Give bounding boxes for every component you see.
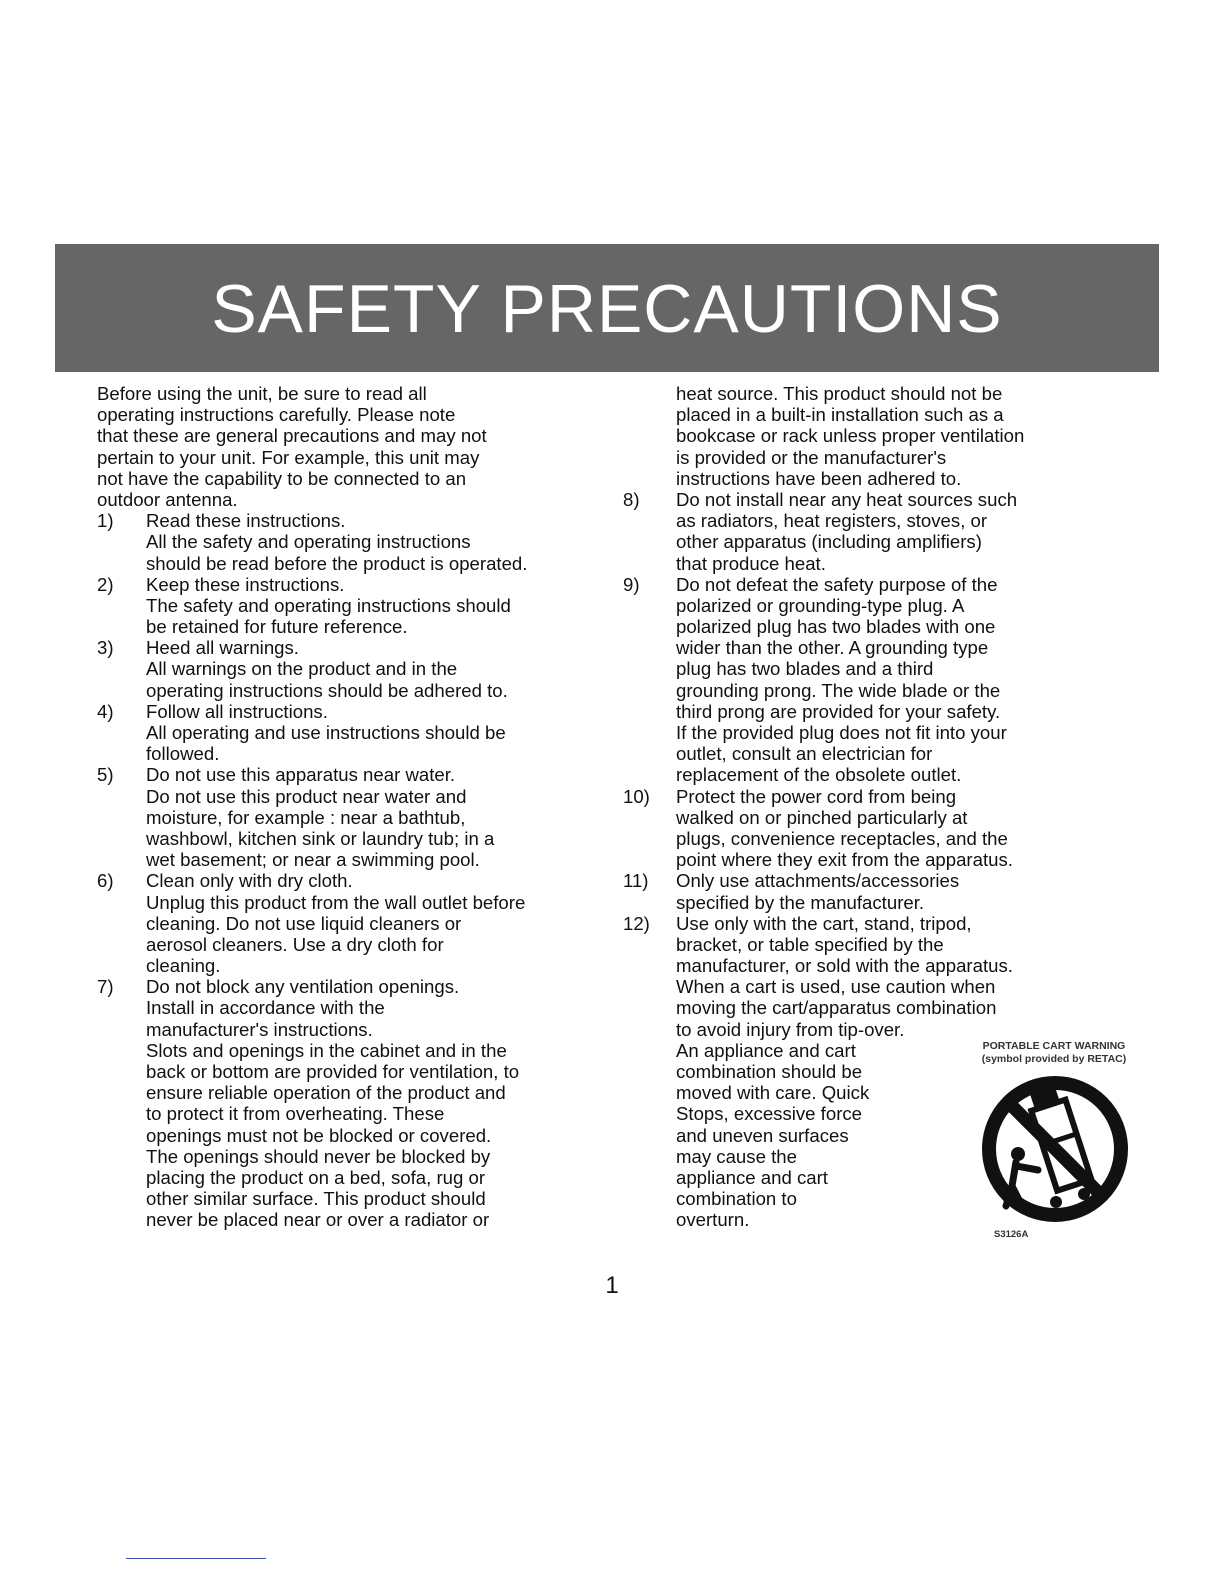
item-number: 2) [97,573,114,595]
item-line: manufacturer's instructions. [146,1018,373,1040]
item-number: 12) [623,912,650,934]
page-title: SAFETY PRECAUTIONS [211,271,1003,347]
precaution-item-7-continued [627,383,1127,489]
item-line: The safety and operating instructions should [146,594,511,616]
item-number: 9) [623,573,640,595]
precaution-item-10 [623,785,1127,871]
intro-line: pertain to your unit. For example, this unit may [97,446,480,468]
item-line: polarized or grounding-type plug. A [676,594,965,616]
title-banner [55,244,1159,372]
intro-paragraph [97,383,607,510]
cart-text-line: combination should be [676,1061,863,1082]
item-line: polarized plug has two blades with one [676,616,996,638]
cart-text-line: Stops, excessive force [676,1103,863,1125]
cart-text-line: may cause the [676,1145,797,1167]
item-number: 5) [97,764,114,786]
item-line: that produce heat. [676,552,826,574]
item-line: Keep these instructions. [146,573,345,595]
item-line: The openings should never be blocked by [146,1145,491,1167]
item-line: operating instructions should be adhered to. [146,679,508,701]
item-line: Install in accordance with the [146,997,385,1019]
item-line: should be read before the product is operated. [146,552,528,574]
intro-line: not have the capability to be connected to an [97,467,467,489]
item-line: Follow all instructions. [146,700,328,722]
item-line: cleaning. Do not use liquid cleaners or [146,912,462,934]
cart-text-line: appliance and cart [676,1166,828,1188]
right-column [623,383,1127,1240]
intro-line: outdoor antenna. [97,488,238,510]
cart-warning-figure [974,1038,1134,1238]
item-line: replacement of the obsolete outlet. [676,764,962,786]
item-line: All operating and use instructions should be [146,722,506,743]
intro-line: Before using the unit, be sure to read all [97,383,427,404]
item-line: ensure reliable operation of the product and [146,1082,506,1104]
cart-text-line: An appliance and cart [676,1039,856,1061]
item-line: aerosol cleaners. Use a dry cloth for [146,933,444,955]
item-line: When a cart is used, use caution when [676,976,996,998]
item-line: washbowl, kitchen sink or laundry tub; in a [146,827,495,849]
item-number: 8) [623,488,640,510]
cart-warning-block [676,1039,1127,1240]
item-line: openings must not be blocked or covered. [146,1124,492,1146]
item-line: back or bottom are provided for ventilation, to [146,1061,520,1082]
precaution-item-6 [97,870,607,976]
intro-line: operating instructions carefully. Please note [97,404,456,426]
item-line: third prong are provided for your safety. [676,700,1001,722]
item-line: outlet, consult an electrician for [676,743,933,765]
item-line: instructions have been adhered to. [676,467,962,489]
cart-text-line: combination to [676,1188,797,1210]
item-line: All warnings on the product and in the [146,658,458,680]
item-line: Only use attachments/accessories [676,870,960,892]
precaution-item-12 [623,912,1127,1240]
item-line: placed in a built-in installation such as a [676,404,1004,426]
item-line: other similar surface. This product should [146,1188,486,1210]
item-number: 1) [97,510,114,532]
item-line: Clean only with dry cloth. [146,870,353,892]
item-line: bookcase or rack unless proper ventilation [676,425,1025,447]
precaution-item-8 [623,488,1127,574]
item-line: to avoid injury from tip-over. [676,1018,905,1040]
item-line: moving the cart/apparatus combination [676,997,997,1019]
precaution-item-3 [97,637,607,701]
item-line: Do not use this apparatus near water. [146,764,456,786]
item-line: placing the product on a bed, sofa, rug or [146,1166,486,1188]
item-line: bracket, or table specified by the [676,933,944,955]
item-line: Do not block any ventilation openings. [146,976,460,998]
item-number: 3) [97,637,114,659]
item-line: to protect it from overheating. These [146,1103,445,1125]
item-line: Heed all warnings. [146,637,299,659]
cart-tip-over-warning-icon [980,1074,1130,1224]
precaution-item-9 [623,573,1127,786]
item-line: grounding prong. The wide blade or the [676,679,1001,701]
precaution-item-5 [97,764,607,870]
cart-text-line: moved with care. Quick [676,1082,870,1104]
item-line: wider than the other. A grounding type [676,637,989,659]
item-line: other apparatus (including amplifiers) [676,531,982,553]
item-line: Read these instructions. [146,510,346,532]
precaution-item-4 [97,701,607,765]
item-line: as radiators, heat registers, stoves, or [676,510,988,532]
item-number: 11) [623,870,649,892]
item-line: Unplug this product from the wall outlet before [146,891,526,913]
item-line: walked on or pinched particularly at [676,806,968,828]
item-line: cleaning. [146,955,221,977]
item-number: 7) [97,976,114,998]
precaution-item-1 [97,510,607,574]
item-line: Use only with the cart, stand, tripod, [676,912,972,934]
left-column [97,383,607,1231]
item-line: is provided or the manufacturer's [676,446,947,468]
item-number: 6) [97,870,114,892]
item-line: heat source. This product should not be [676,383,1003,404]
item-line: plug has two blades and a third [676,658,934,680]
cart-warning-subcaption: (symbol provided by RETAC) [981,1052,1127,1065]
item-line: Do not defeat the safety purpose of the [676,573,998,595]
page-number: 1 [605,1272,619,1299]
precaution-item-11 [623,870,1127,913]
footer-rule [126,1558,266,1559]
item-line: All the safety and operating instructions [146,531,471,553]
intro-line: that these are general precautions and may not [97,425,487,447]
item-line: Do not install near any heat sources such [676,488,1018,510]
item-number: 4) [97,700,114,722]
cart-warning-code: S3126A [994,1228,1029,1240]
cart-text-line: overturn. [676,1209,750,1231]
cart-warning-caption: PORTABLE CART WARNING [982,1039,1126,1052]
item-line: Do not use this product near water and [146,785,467,807]
item-line: Slots and openings in the cabinet and in the [146,1039,507,1061]
item-line: If the provided plug does not fit into your [676,722,1007,743]
cart-text-line: and uneven surfaces [676,1124,849,1146]
item-line: never be placed near or over a radiator or [146,1209,490,1231]
item-number: 10) [623,785,650,807]
item-line: moisture, for example : near a bathtub, [146,806,466,828]
item-line: specified by the manufacturer. [676,891,925,913]
item-line: manufacturer, or sold with the apparatus. [676,955,1013,977]
precaution-item-7 [97,976,607,1230]
item-line: followed. [146,743,220,765]
item-line: be retained for future reference. [146,616,408,638]
item-line: point where they exit from the apparatus. [676,849,1013,871]
item-line: Protect the power cord from being [676,785,957,807]
item-line: wet basement; or near a swimming pool. [146,849,480,871]
precaution-item-2 [97,574,607,638]
item-line: plugs, convenience receptacles, and the [676,827,1008,849]
